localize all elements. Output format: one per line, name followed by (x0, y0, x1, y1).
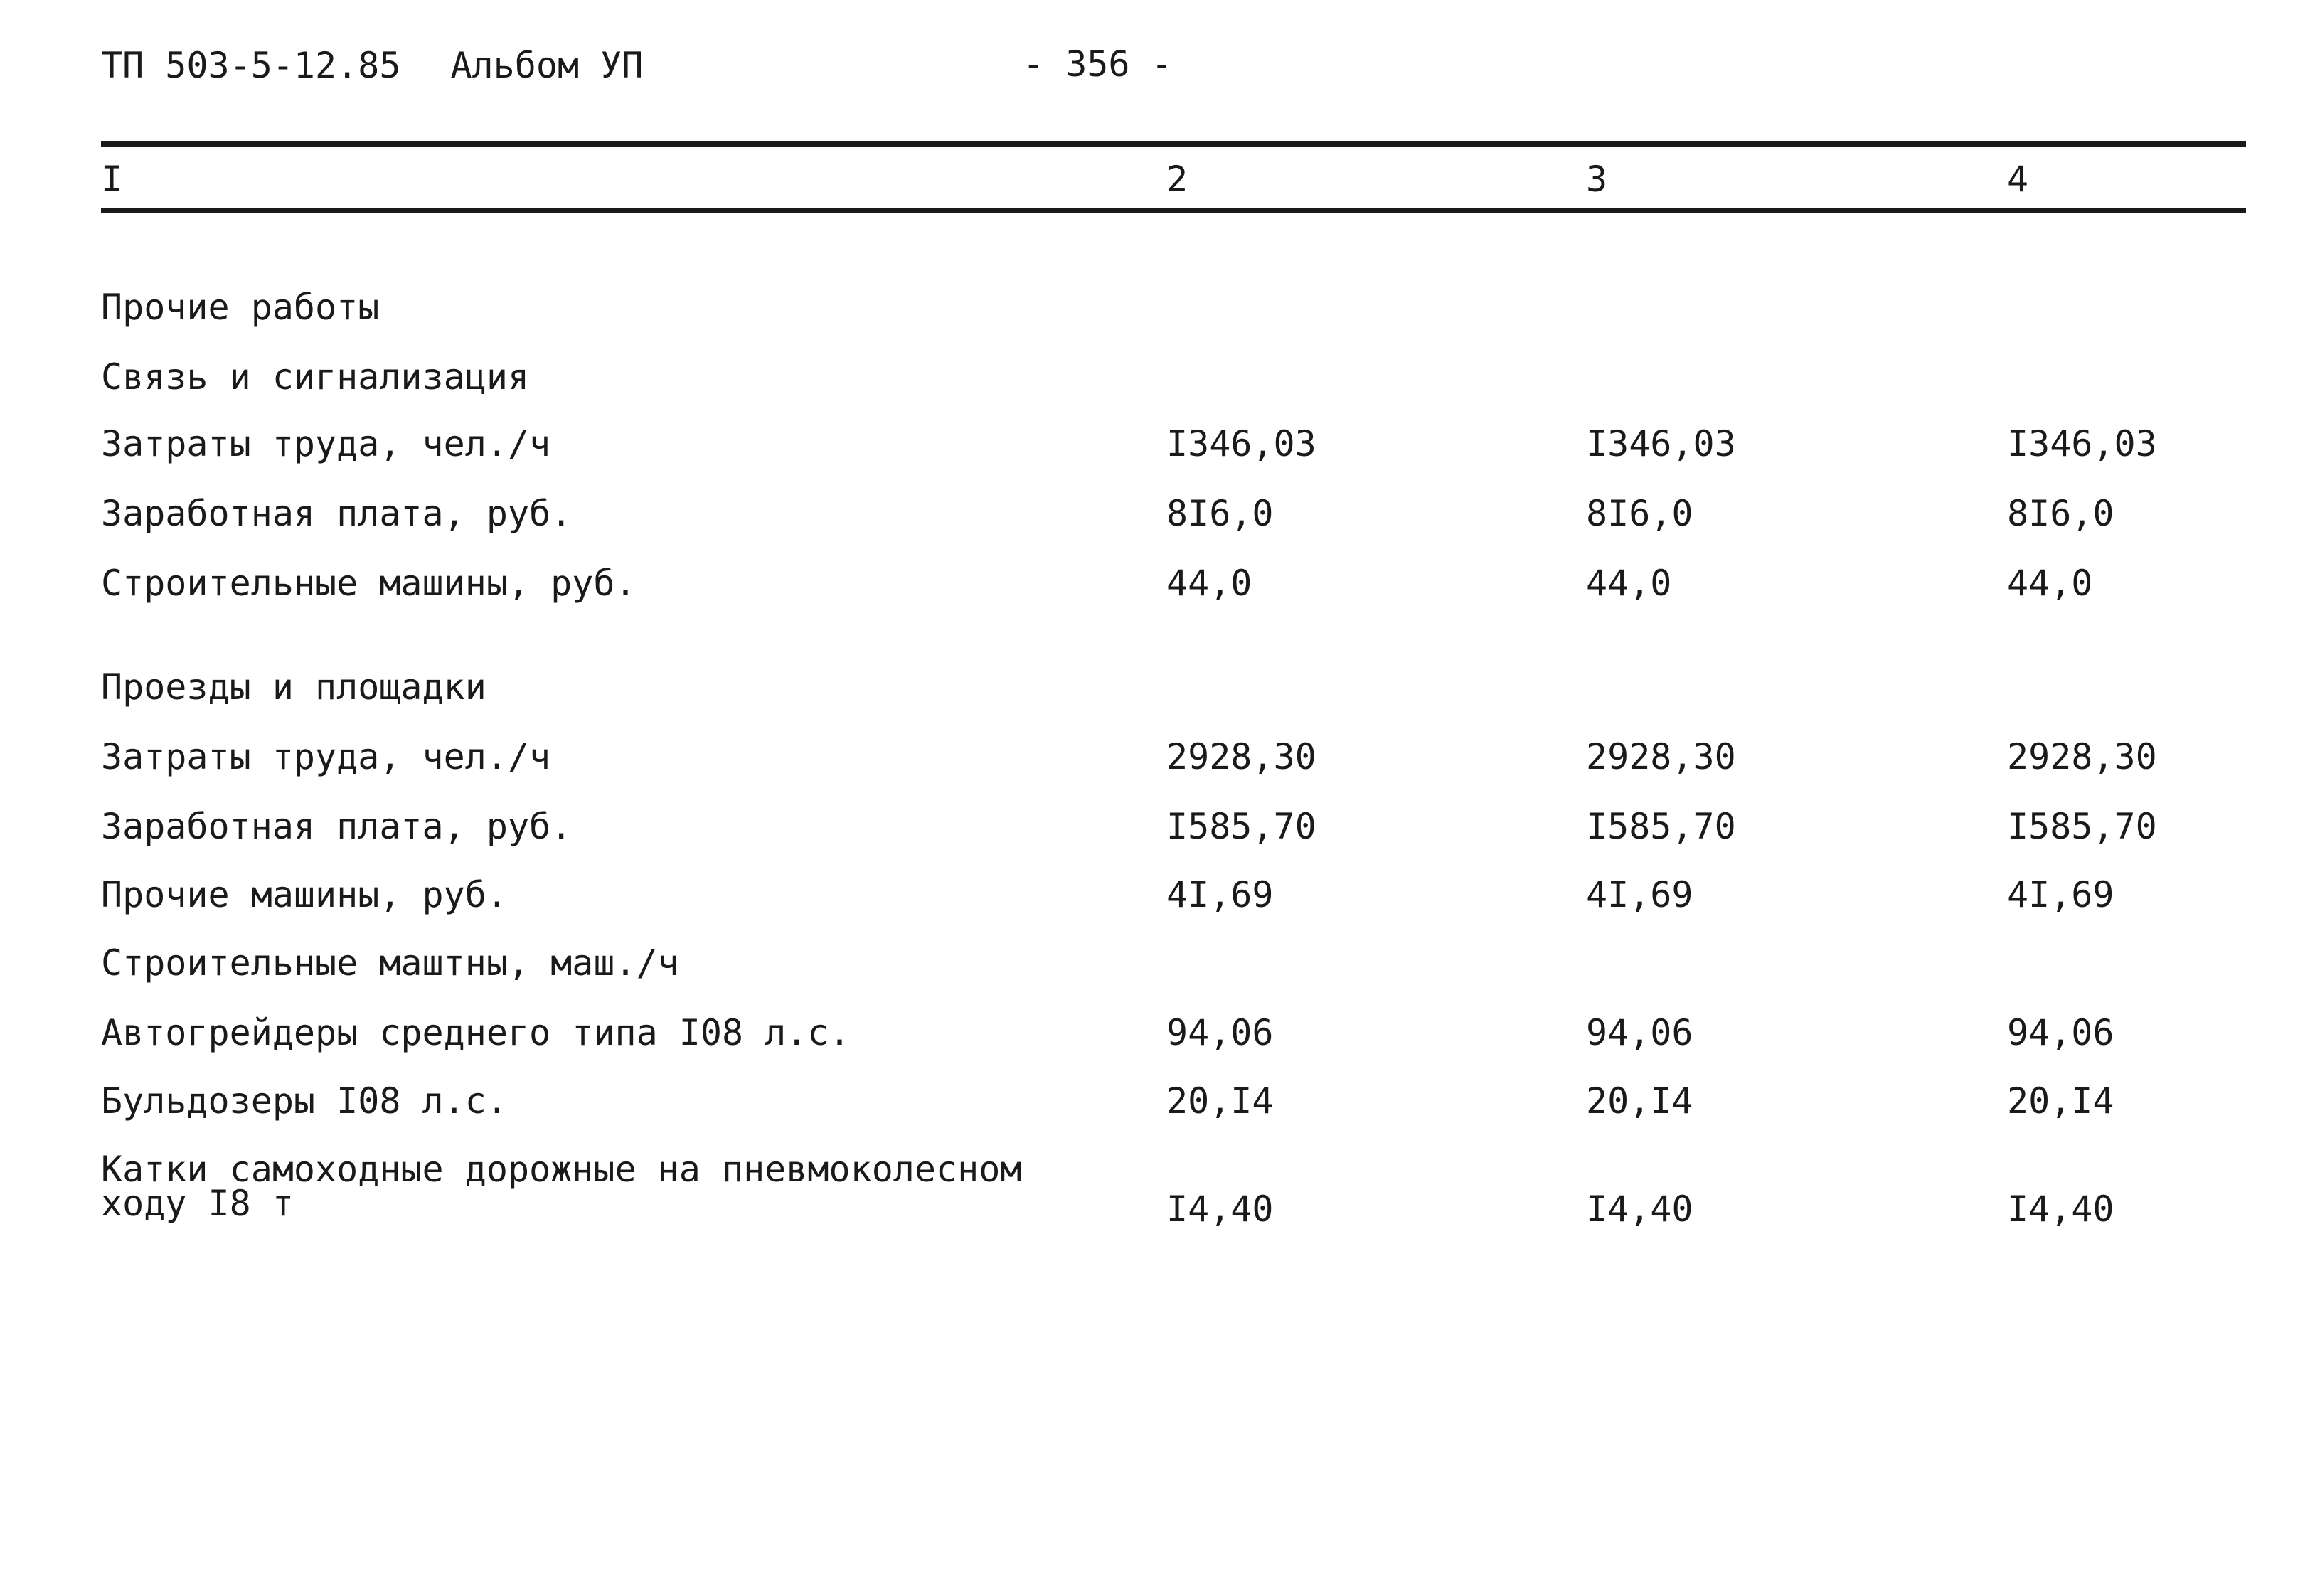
value-col-4: 20,I4 (2007, 1080, 2114, 1122)
value-col-3: I346,03 (1586, 423, 1736, 464)
value-col-3: 4I,69 (1586, 874, 1693, 915)
value-col-4: I585,70 (2007, 806, 2157, 847)
column-header-1: I (101, 159, 123, 200)
row-label: Затраты труда, чел./ч (101, 736, 551, 777)
section-heading (101, 286, 2246, 329)
row-label: Заработная плата, руб. (101, 806, 573, 847)
table-row (101, 1149, 2246, 1238)
value-col-4: 4I,69 (2007, 874, 2114, 915)
row-label: Бульдозеры I08 л.с. (101, 1080, 508, 1122)
row-label: Затраты труда, чел./ч (101, 423, 551, 464)
section-heading (101, 356, 2246, 398)
row-label: Прочие машины, руб. (101, 874, 508, 915)
section-heading (101, 666, 2246, 708)
section-heading (101, 942, 2246, 984)
table-row (101, 562, 2246, 605)
table-row (101, 873, 2246, 916)
value-col-3: 44,0 (1586, 563, 1672, 604)
value-col-4: I4,40 (2007, 1188, 2114, 1230)
value-col-3: 20,I4 (1586, 1080, 1693, 1122)
table-row (101, 1011, 2246, 1054)
value-col-2: 2928,30 (1166, 736, 1316, 777)
value-col-2: 44,0 (1166, 563, 1252, 604)
row-label: Связь и сигнализация (101, 356, 530, 398)
value-col-4: 8I6,0 (2007, 493, 2114, 534)
column-header-3: 3 (1586, 159, 1608, 200)
value-col-2: I4,40 (1166, 1188, 1274, 1230)
value-col-2: I346,03 (1166, 423, 1316, 464)
table-row (101, 492, 2246, 535)
table-row (101, 1080, 2246, 1122)
value-col-4: I346,03 (2007, 423, 2157, 464)
table-row (101, 422, 2246, 465)
table-top-rule (101, 141, 2246, 147)
row-label: Проезды и площадки (101, 666, 486, 708)
table-row (101, 805, 2246, 848)
value-col-2: 4I,69 (1166, 874, 1274, 915)
row-label (101, 1149, 1022, 1224)
album-label: Альбом УП (450, 45, 644, 86)
value-col-2: 94,06 (1166, 1012, 1274, 1053)
table-header-rule (101, 208, 2246, 213)
value-col-3: I585,70 (1586, 806, 1736, 847)
value-col-2: 20,I4 (1166, 1080, 1274, 1122)
row-label: Автогрейдеры среднего типа I08 л.с. (101, 1012, 851, 1053)
document-header (101, 44, 693, 87)
table-row (101, 735, 2246, 778)
value-col-4: 94,06 (2007, 1012, 2114, 1053)
value-col-3: 2928,30 (1586, 736, 1736, 777)
value-col-2: 8I6,0 (1166, 493, 1274, 534)
row-label: Строительные машины, руб. (101, 563, 637, 604)
row-label-line-1: Катки самоходные дорожные на пневмоколесном (101, 1149, 1022, 1190)
row-label-line-2: ходу I8 т (101, 1183, 294, 1224)
page-number: - 356 - (1023, 43, 1173, 85)
column-header-4: 4 (2007, 159, 2029, 200)
row-label: Прочие работы (101, 287, 380, 328)
value-col-2: I585,70 (1166, 806, 1316, 847)
column-header-2: 2 (1166, 159, 1188, 200)
value-col-3: I4,40 (1586, 1188, 1693, 1230)
doc-code: ТП 503-5-12.85 (101, 45, 401, 86)
value-col-3: 94,06 (1586, 1012, 1693, 1053)
value-col-4: 2928,30 (2007, 736, 2157, 777)
value-col-3: 8I6,0 (1586, 493, 1693, 534)
row-label: Заработная плата, руб. (101, 493, 573, 534)
value-col-4: 44,0 (2007, 563, 2093, 604)
row-label: Строительные маштны, маш./ч (101, 942, 679, 984)
